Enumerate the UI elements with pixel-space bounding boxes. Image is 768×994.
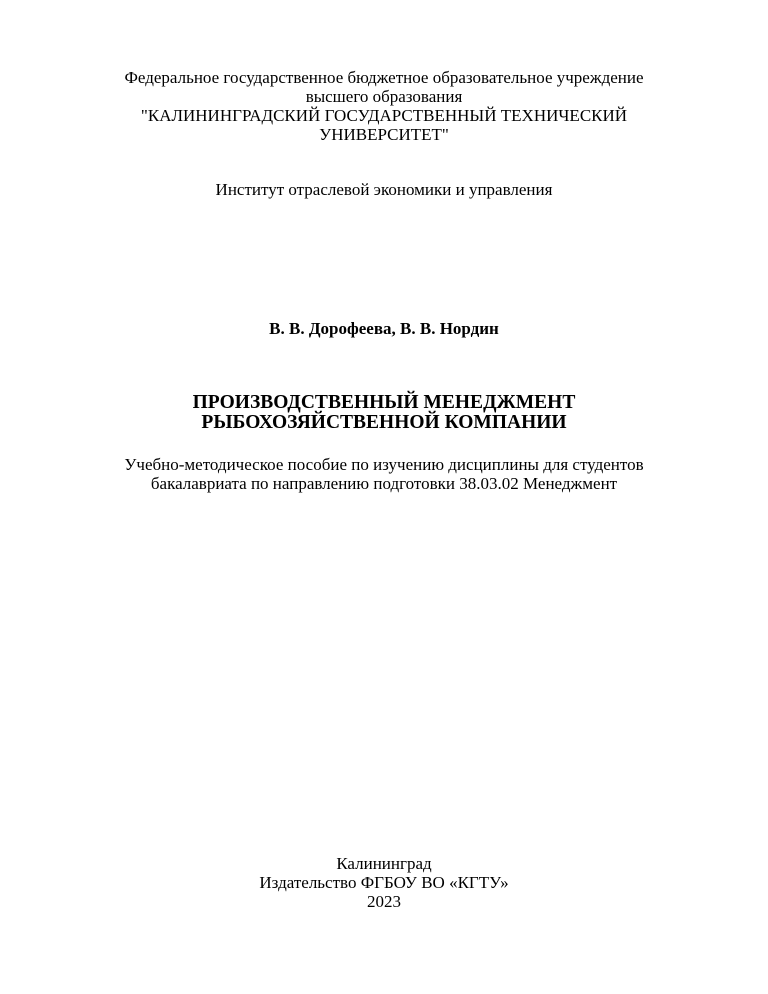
header-line-2: высшего образования bbox=[305, 87, 463, 106]
footer-city: Калининград bbox=[336, 854, 432, 873]
publication-footer bbox=[0, 854, 768, 911]
authors bbox=[0, 319, 768, 338]
footer-publisher: Издательство ФГБОУ ВО «КГТУ» bbox=[259, 873, 509, 892]
subtitle-line-2: бакалавриата по направлению подготовки 38.03.02 Менеджмент bbox=[150, 474, 618, 493]
header-line-3: "КАЛИНИНГРАДСКИЙ ГОСУДАРСТВЕННЫЙ ТЕХНИЧЕСКИЙ bbox=[140, 106, 628, 125]
institute-line: Институт отраслевой экономики и управления bbox=[215, 180, 553, 199]
title-line-1: ПРОИЗВОДСТВЕННЫЙ МЕНЕДЖМЕНТ bbox=[192, 392, 576, 413]
document-subtitle bbox=[0, 455, 768, 493]
title-line-2: РЫБОХОЗЯЙСТВЕННОЙ КОМПАНИИ bbox=[201, 412, 567, 433]
institute-name bbox=[0, 180, 768, 199]
header-line-4: УНИВЕРСИТЕТ" bbox=[319, 125, 449, 144]
authors-line: В. В. Дорофеева, В. В. Нордин bbox=[269, 319, 499, 338]
document-title bbox=[0, 393, 768, 433]
university-header bbox=[0, 68, 768, 144]
subtitle-line-1: Учебно-методическое пособие по изучению дисциплины для студентов bbox=[124, 455, 644, 474]
footer-year: 2023 bbox=[367, 892, 401, 911]
header-line-1: Федеральное государственное бюджетное образовательное учреждение bbox=[124, 68, 644, 87]
